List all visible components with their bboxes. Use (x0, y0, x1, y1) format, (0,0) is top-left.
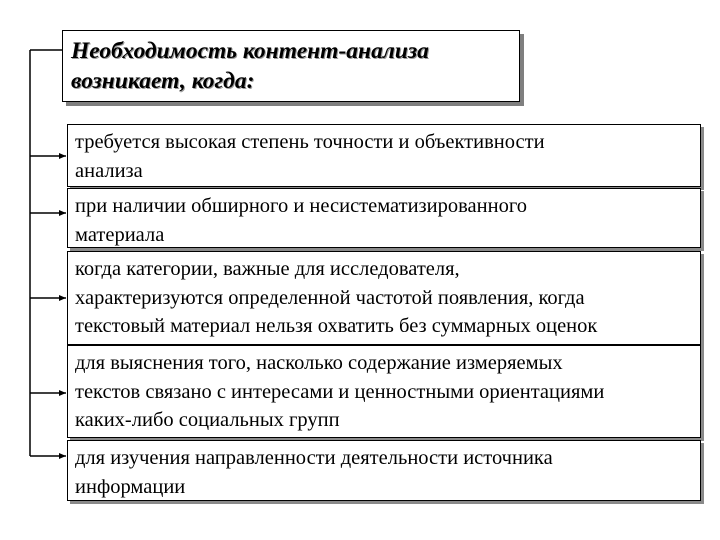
condition-box-2 (67, 188, 701, 248)
condition-box-1 (67, 124, 701, 187)
title-line-2: возникает, когда: (71, 68, 255, 94)
condition-3-line-3: текстовый материал нельзя охватить без суммарных оценок (75, 315, 598, 337)
condition-5-line-2: информации (75, 475, 186, 498)
condition-box-4 (67, 345, 701, 438)
condition-5-line-1: для изучения направленности деятельности источника (75, 447, 553, 469)
condition-box-5 (67, 440, 701, 501)
condition-3-line-2: характеризуются определенной частотой появления, когда (75, 286, 585, 309)
condition-4-line-1: для выяснения того, насколько содержание измеряемых (75, 352, 563, 374)
condition-2-line-2: материала (75, 223, 165, 246)
condition-2-line-1: при наличии обширного и несистематизированного (75, 195, 527, 217)
condition-4-line-3: каких-либо социальных групп (75, 409, 340, 431)
title-line-1: Необходимость контент-анализа (71, 38, 429, 64)
condition-1-line-1: требуется высокая степень точности и объективности (75, 131, 545, 153)
title-box (62, 30, 520, 102)
condition-4-line-2: текстов связано с интересами и ценностными ориентациями (75, 380, 605, 403)
condition-1-line-2: анализа (75, 159, 143, 182)
condition-box-3 (67, 251, 701, 345)
condition-3-line-1: когда категории, важные для исследователя, (75, 258, 460, 280)
